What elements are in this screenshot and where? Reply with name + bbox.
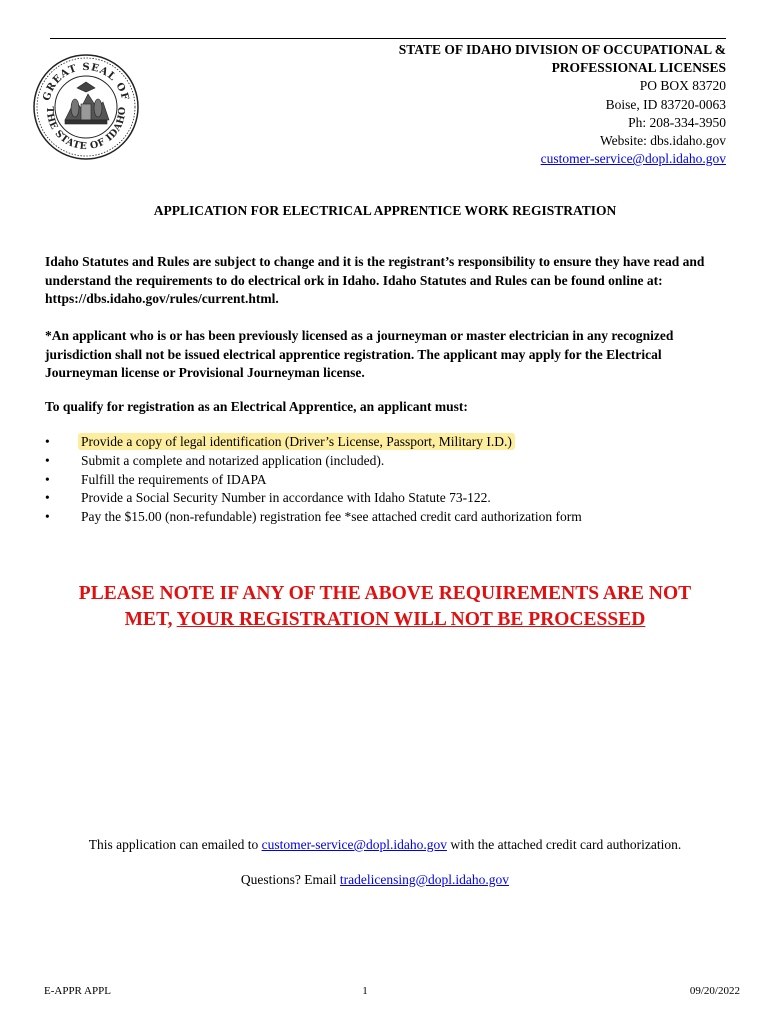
warning-line2-prefix: MET, [124,609,177,630]
warning-notice [0,581,770,633]
list-item [45,508,582,527]
bullet-icon: • [45,509,50,525]
requirement-text: Fulfill the requirements of IDAPA [81,471,267,487]
list-item [45,452,582,471]
bullet-icon: • [45,452,50,468]
list-item [45,489,582,508]
city-zip: Boise, ID 83720-0063 [605,96,726,112]
agency-email-link[interactable]: customer-service@dopl.idaho.gov [540,151,726,167]
customer-service-email-link[interactable]: customer-service@dopl.idaho.gov [261,837,447,852]
requirement-text: Pay the $15.00 (non-refundable) registration fee *see attached credit card authorization form [81,509,582,525]
document-title: APPLICATION FOR ELECTRICAL APPRENTICE WORK REGISTRATION [153,203,617,218]
footer-form-id: E-APPR APPL [44,985,111,997]
svg-text:GREAT SEAL OF: GREAT SEAL OF [41,61,131,103]
email-note-prefix: This application can emailed to [88,837,262,852]
footer-page-number: 1 [362,985,368,997]
questions-prefix: Questions? Email [240,872,340,887]
footer-date: 09/20/2022 [689,985,740,997]
requirements-list [45,433,582,527]
great-seal-icon [31,52,141,162]
agency-address-block [399,41,726,168]
trade-licensing-email-link[interactable]: tradelicensing@dopl.idaho.gov [339,872,510,887]
website: Website: dbs.idaho.gov [599,133,726,149]
svg-text:THE STATE OF IDAHO: THE STATE OF IDAHO [43,106,129,153]
warning-line1: PLEASE NOTE IF ANY OF THE ABOVE REQUIREMENTS ARE NOT [78,583,692,604]
bullet-icon: • [45,490,50,506]
top-rule [50,38,726,39]
highlighted-requirement: Provide a copy of legal identification (Driver’s License, Passport, Military I.D.) [78,433,515,450]
questions-line [0,872,750,888]
bullet-icon: • [45,471,50,487]
prior-license-paragraph: *An applicant who is or has been previously licensed as a journeyman or master electrician in any recognized jurisdiction shall not be issued electrical apprentice registration. The applicant may apply for the Electrical Journeyman license or Provisional Journeyman license. [45,328,674,381]
list-item [45,471,582,490]
email-submission-note [0,837,770,853]
phone: Ph: 208-334-3950 [628,114,726,130]
po-box: PO BOX 83720 [639,78,726,94]
agency-name-line1: STATE OF IDAHO DIVISION OF OCCUPATIONAL & [398,42,726,57]
requirement-text: Submit a complete and notarized application (included). [81,452,385,468]
agency-name-line2: PROFESSIONAL LICENSES [551,60,726,76]
qualify-intro: To qualify for registration as an Electrical Apprentice, an applicant must: [45,399,468,414]
statutes-paragraph: Idaho Statutes and Rules are subject to change and it is the registrant’s responsibility to ensure they have read and understand the requirements to do electrical ork in Idaho. Idaho Statutes and Rules can be found online at: https://dbs.idaho.gov/rules/current.html. [45,254,705,307]
email-note-suffix: with the attached credit card authorization. [446,837,682,852]
list-item [45,433,582,452]
requirement-text: Provide a Social Security Number in accordance with Idaho Statute 73-122. [81,490,491,506]
bullet-icon: • [45,434,50,449]
warning-underlined-text: YOUR REGISTRATION WILL NOT BE PROCESSED [176,609,646,630]
